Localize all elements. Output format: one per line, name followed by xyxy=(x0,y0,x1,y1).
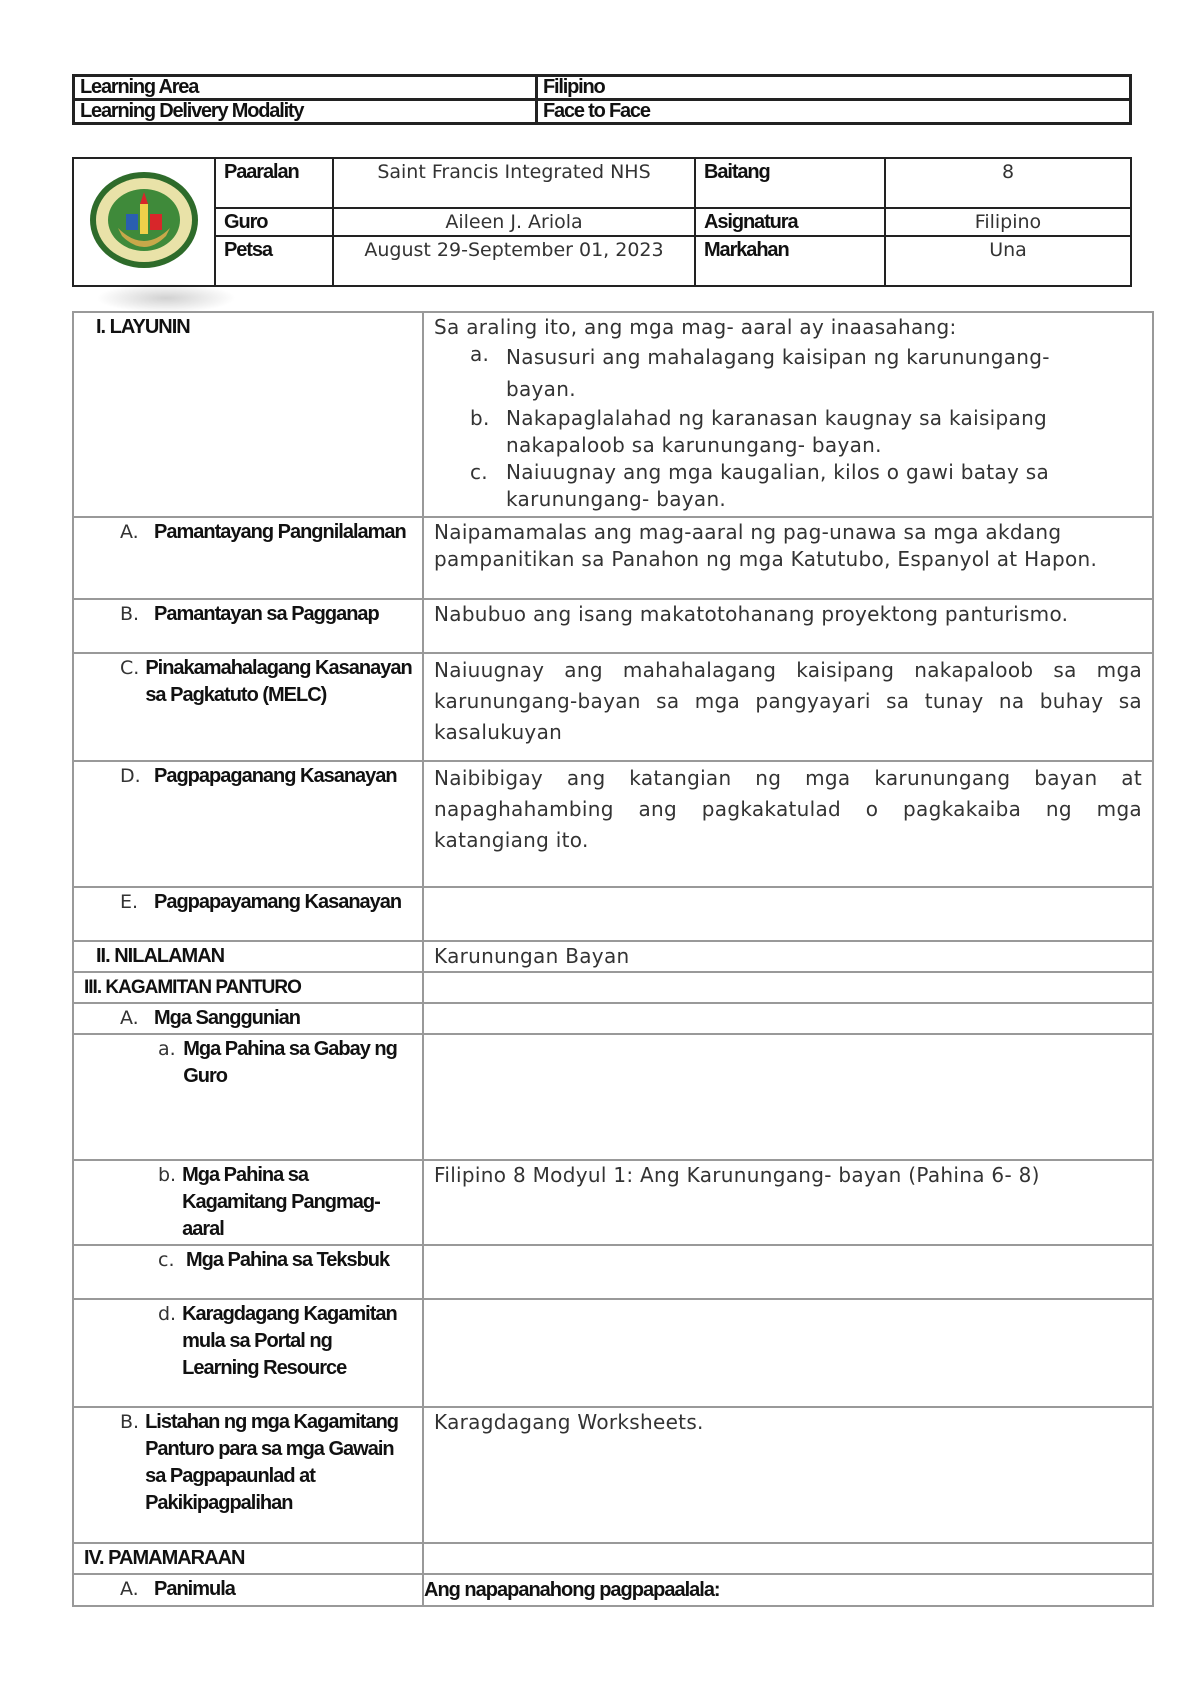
learning-area-label: Learning Area xyxy=(74,76,537,100)
item-marker: C. xyxy=(120,657,140,679)
modality-label: Learning Delivery Modality xyxy=(74,100,537,124)
modality-value: Face to Face xyxy=(537,100,1131,124)
item-marker: A. xyxy=(120,1007,139,1029)
kagamitang-pangmag-aaral-value: Filipino 8 Modyul 1: Ang Karunungang- bayan (Pahina 6- 8) xyxy=(423,1160,1153,1245)
petsa-label: Petsa xyxy=(215,236,333,286)
teksbuk-value xyxy=(423,1245,1153,1299)
listahan-label: Listahan ng mga Kagamitang Panturo para sa mga Gawain sa Pagpapaunlad at Pakikipagpalihan xyxy=(145,1411,399,1514)
kagamitan-label-cell xyxy=(73,972,423,1003)
item-marker: c. xyxy=(158,1249,175,1271)
pamantayan-sa-pagganap-label-cell xyxy=(73,599,423,653)
asignatura-label: Asignatura xyxy=(695,208,885,236)
gabay-guro-label: Mga Pahina sa Gabay ng Guro xyxy=(183,1038,397,1087)
pamamaraan-label-cell xyxy=(73,1543,423,1574)
kagamitan-value xyxy=(423,972,1153,1003)
learning-area-value: Filipino xyxy=(537,76,1131,100)
pagpapaganang-kasanayan-label-cell xyxy=(73,761,423,887)
item-marker: B. xyxy=(120,603,140,625)
pagpapayamang-kasanayan-value xyxy=(423,887,1153,941)
pamantayang-pangnilalaman-value: Naipamamalas ang mag-aaral ng pag-unawa sa mga akdang pampanitikan sa Panahon ng mga Katutubo, Espanyol at Hapon. xyxy=(423,517,1153,599)
karagdagang-kagamitan-value xyxy=(423,1299,1153,1407)
panimula-value-cell xyxy=(423,1574,1153,1606)
gabay-guro-value xyxy=(423,1034,1153,1160)
pagpapaganang-kasanayan-value: Naibibigay ang katangian ng mga karunungang bayan at napaghahambing ang pagkakatulad o pagkakaiba ng mga katangiang ito. xyxy=(423,761,1153,887)
layunin-content-cell xyxy=(423,312,1153,517)
objective-text: Nakapaglalahad ng karanasan kaugnay sa kaisipang nakapaloob sa karunungang- bayan. xyxy=(506,406,1048,457)
pamantayang-pangnilalaman-label-cell xyxy=(73,517,423,599)
teksbuk-label: Mga Pahina sa Teksbuk xyxy=(186,1249,390,1271)
melc-label-cell xyxy=(73,653,423,761)
pagpapaganang-kasanayan-label: Pagpapaganang Kasanayan xyxy=(154,765,397,787)
objective-item xyxy=(470,459,1082,513)
item-marker: D. xyxy=(120,765,141,787)
item-marker: A. xyxy=(120,1578,139,1600)
layunin-label-cell xyxy=(73,312,423,517)
sanggunian-label: Mga Sanggunian xyxy=(154,1007,300,1029)
guro-value: Aileen J. Ariola xyxy=(333,208,695,236)
panimula-label: Panimula xyxy=(154,1578,235,1600)
objective-marker: a. xyxy=(470,342,490,366)
nilalaman-label-cell xyxy=(73,941,423,972)
kagamitan-label: III. KAGAMITAN PANTURO xyxy=(84,977,301,998)
kagamitang-pangmag-aaral-label: Mga Pahina sa Kagamitang Pangmag-aaral xyxy=(182,1164,380,1240)
objective-marker: c. xyxy=(470,460,488,484)
layunin-label: I. LAYUNIN xyxy=(96,316,190,338)
pagpapayamang-kasanayan-label: Pagpapayamang Kasanayan xyxy=(154,891,402,913)
item-marker: b. xyxy=(158,1164,177,1186)
pamantayang-pangnilalaman-label: Pamantayang Pangnilalaman xyxy=(154,521,406,543)
markahan-value: Una xyxy=(885,236,1131,286)
item-marker: A. xyxy=(120,521,139,543)
guro-label: Guro xyxy=(215,208,333,236)
decorative-shadow xyxy=(96,283,236,313)
nilalaman-value: Karunungan Bayan xyxy=(423,941,1153,972)
item-marker: a. xyxy=(158,1038,176,1060)
panimula-label-cell xyxy=(73,1574,423,1606)
item-marker: B. xyxy=(120,1411,140,1433)
baitang-value: 8 xyxy=(885,158,1131,208)
item-marker: d. xyxy=(158,1303,177,1325)
paaralan-label: Paaralan xyxy=(215,158,333,208)
pamamaraan-label: IV. PAMAMARAAN xyxy=(84,1547,245,1569)
objective-item xyxy=(470,341,1082,405)
paaralan-value: Saint Francis Integrated NHS xyxy=(333,158,695,208)
karagdagang-kagamitan-label: Karagdagang Kagamitan mula sa Portal ng Learning Resource xyxy=(182,1303,397,1379)
item-marker: E. xyxy=(120,891,139,913)
teksbuk-label-cell xyxy=(73,1245,423,1299)
objective-marker: b. xyxy=(470,406,490,430)
gabay-guro-label-cell xyxy=(73,1034,423,1160)
karagdagang-kagamitan-label-cell xyxy=(73,1299,423,1407)
layunin-intro: Sa araling ito, ang mga mag- aaral ay inaasahang: xyxy=(434,315,957,339)
listahan-value: Karagdagang Worksheets. xyxy=(423,1407,1153,1543)
asignatura-value: Filipino xyxy=(885,208,1131,236)
listahan-label-cell xyxy=(73,1407,423,1543)
pamamaraan-value xyxy=(423,1543,1153,1574)
school-seal-icon xyxy=(88,170,200,270)
baitang-label: Baitang xyxy=(695,158,885,208)
sanggunian-label-cell xyxy=(73,1003,423,1034)
header-table xyxy=(72,74,1132,125)
markahan-label: Markahan xyxy=(695,236,885,286)
sanggunian-value xyxy=(423,1003,1153,1034)
objective-item xyxy=(470,405,1082,459)
objective-text: Naiuugnay ang mga kaugalian, kilos o gawi batay sa karunungang- bayan. xyxy=(506,460,1050,511)
objective-text: Nasusuri ang mahalagang kaisipan ng karunungang-bayan. xyxy=(506,345,1050,401)
pamantayan-sa-pagganap-label: Pamantayan sa Pagganap xyxy=(154,603,379,625)
melc-value: Naiuugnay ang mahahalagang kaisipang nakapaloob sa mga karunungang-bayan sa mga pangyayari sa tunay na buhay sa kasalukuyan xyxy=(423,653,1153,761)
lesson-plan-table xyxy=(72,311,1154,1607)
petsa-value: August 29-September 01, 2023 xyxy=(333,236,695,286)
kagamitang-pangmag-aaral-label-cell xyxy=(73,1160,423,1245)
nilalaman-label: II. NILALAMAN xyxy=(96,945,225,967)
pamantayan-sa-pagganap-value: Nabubuo ang isang makatotohanang proyektong panturismo. xyxy=(423,599,1153,653)
school-logo xyxy=(73,158,215,286)
panimula-value: Ang napapanahong pagpapaalala: xyxy=(424,1579,720,1601)
melc-label: Pinakamahalagang Kasanayan sa Pagkatuto (MELC) xyxy=(145,657,412,706)
school-info-table xyxy=(72,157,1132,287)
pagpapayamang-kasanayan-label-cell xyxy=(73,887,423,941)
